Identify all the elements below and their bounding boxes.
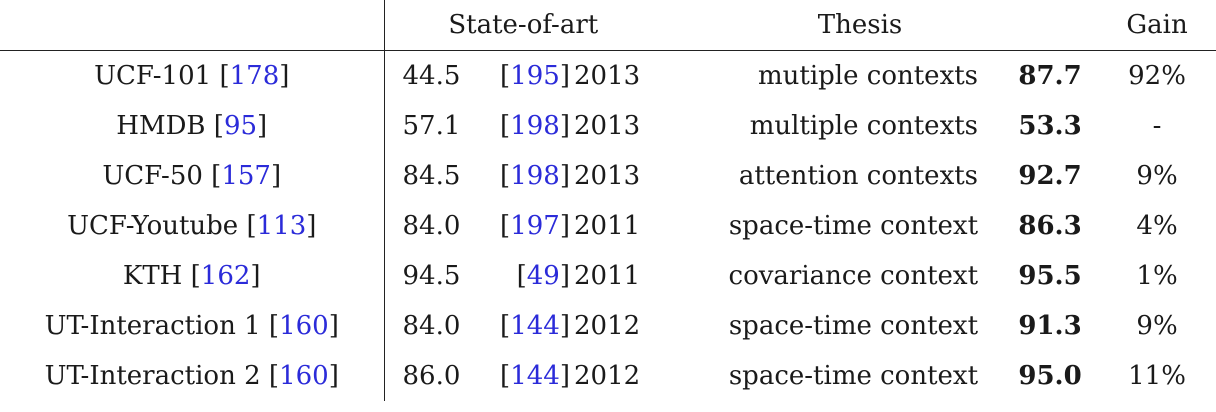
sota-citation-link[interactable]: 144 — [510, 360, 560, 391]
sota-value: 57.1 — [402, 110, 461, 141]
header-dataset-cell — [0, 0, 384, 50]
sota-citation-link[interactable]: 198 — [510, 160, 560, 191]
dataset-name: KTH — [122, 260, 183, 291]
table-row — [0, 51, 1216, 101]
sota-value: 84.0 — [402, 310, 461, 341]
thesis-context: space-time context — [728, 360, 979, 391]
sota-ref-cell: [49] — [516, 260, 570, 291]
thesis-context: attention contexts — [738, 160, 979, 191]
sota-value: 84.5 — [402, 160, 461, 191]
dataset-cell: HMDB [95] — [0, 101, 384, 151]
sota-citation-link[interactable]: 197 — [510, 210, 560, 241]
sota-year: 2013 — [574, 110, 641, 141]
sota-citation-link[interactable]: 49 — [526, 260, 560, 291]
sota-ref-cell: [198] — [500, 160, 570, 191]
table-row — [0, 251, 1216, 301]
dataset-citation-link[interactable]: 113 — [256, 210, 307, 241]
dataset-citation-link[interactable]: 157 — [221, 160, 271, 191]
sota-year: 2013 — [574, 60, 641, 91]
dataset-cell: UCF-101 [178] — [0, 51, 384, 101]
sota-ref-cell: [198] — [500, 110, 570, 141]
thesis-result: 95.5 — [1018, 260, 1082, 291]
header-thesis: Thesis — [817, 9, 903, 40]
sota-ref-cell: [144] — [500, 360, 570, 391]
sota-year: 2012 — [574, 360, 641, 391]
thesis-result: 87.7 — [1018, 60, 1082, 91]
thesis-result: 53.3 — [1018, 110, 1082, 141]
thesis-context: mutiple contexts — [758, 60, 979, 91]
sota-value: 44.5 — [402, 60, 461, 91]
table-row — [0, 301, 1216, 351]
dataset-cell: KTH [162] — [0, 251, 384, 301]
table-row — [0, 351, 1216, 401]
sota-citation-link[interactable]: 195 — [510, 60, 560, 91]
gain-value: 92% — [1128, 60, 1186, 91]
thesis-result: 92.7 — [1018, 160, 1082, 191]
sota-value: 84.0 — [402, 210, 461, 241]
gain-value: 1% — [1136, 260, 1178, 291]
dataset-cell: UCF-50 [157] — [0, 151, 384, 201]
dataset-cell: UT-Interaction 1 [160] — [0, 301, 384, 351]
dataset-name: UT-Interaction 1 — [44, 310, 261, 341]
dataset-cell: UCF-Youtube [113] — [0, 201, 384, 251]
gain-value: 4% — [1136, 210, 1178, 241]
header-row — [0, 0, 1216, 50]
thesis-context: multiple contexts — [749, 110, 979, 141]
sota-citation-link[interactable]: 198 — [510, 110, 560, 141]
dataset-name: HMDB — [116, 110, 206, 141]
table-row — [0, 201, 1216, 251]
thesis-context: space-time context — [728, 310, 979, 341]
dataset-name: UCF-Youtube — [67, 210, 239, 241]
dataset-citation-link[interactable]: 162 — [200, 260, 251, 291]
thesis-result: 91.3 — [1018, 310, 1082, 341]
sota-ref-cell: [195] — [500, 60, 570, 91]
dataset-cell: UT-Interaction 2 [160] — [0, 351, 384, 401]
sota-value: 94.5 — [402, 260, 461, 291]
header-gain: Gain — [1126, 9, 1188, 40]
sota-ref-cell: [144] — [500, 310, 570, 341]
dataset-citation-link[interactable]: 160 — [279, 360, 329, 391]
sota-year: 2013 — [574, 160, 641, 191]
sota-citation-link[interactable]: 144 — [510, 310, 560, 341]
thesis-context: covariance context — [728, 260, 979, 291]
sota-ref-cell: [197] — [500, 210, 570, 241]
gain-value: 9% — [1136, 310, 1178, 341]
thesis-context: space-time context — [728, 210, 979, 241]
thesis-result: 86.3 — [1018, 210, 1082, 241]
header-state-of-art: State-of-art — [448, 9, 599, 40]
dataset-citation-link[interactable]: 160 — [279, 310, 329, 341]
thesis-result: 95.0 — [1018, 360, 1082, 391]
sota-year: 2011 — [574, 260, 641, 291]
table-row — [0, 151, 1216, 201]
sota-year: 2012 — [574, 310, 641, 341]
dataset-name: UCF-101 — [94, 60, 212, 91]
dataset-citation-link[interactable]: 178 — [229, 60, 280, 91]
gain-value: 9% — [1136, 160, 1178, 191]
table-body — [0, 51, 1216, 401]
dataset-name: UCF-50 — [102, 160, 203, 191]
sota-value: 86.0 — [402, 360, 461, 391]
gain-value: - — [1152, 110, 1162, 141]
gain-value: 11% — [1128, 360, 1186, 391]
dataset-name: UT-Interaction 2 — [44, 360, 261, 391]
dataset-citation-link[interactable]: 95 — [223, 110, 258, 141]
table-row — [0, 101, 1216, 151]
sota-year: 2011 — [574, 210, 641, 241]
